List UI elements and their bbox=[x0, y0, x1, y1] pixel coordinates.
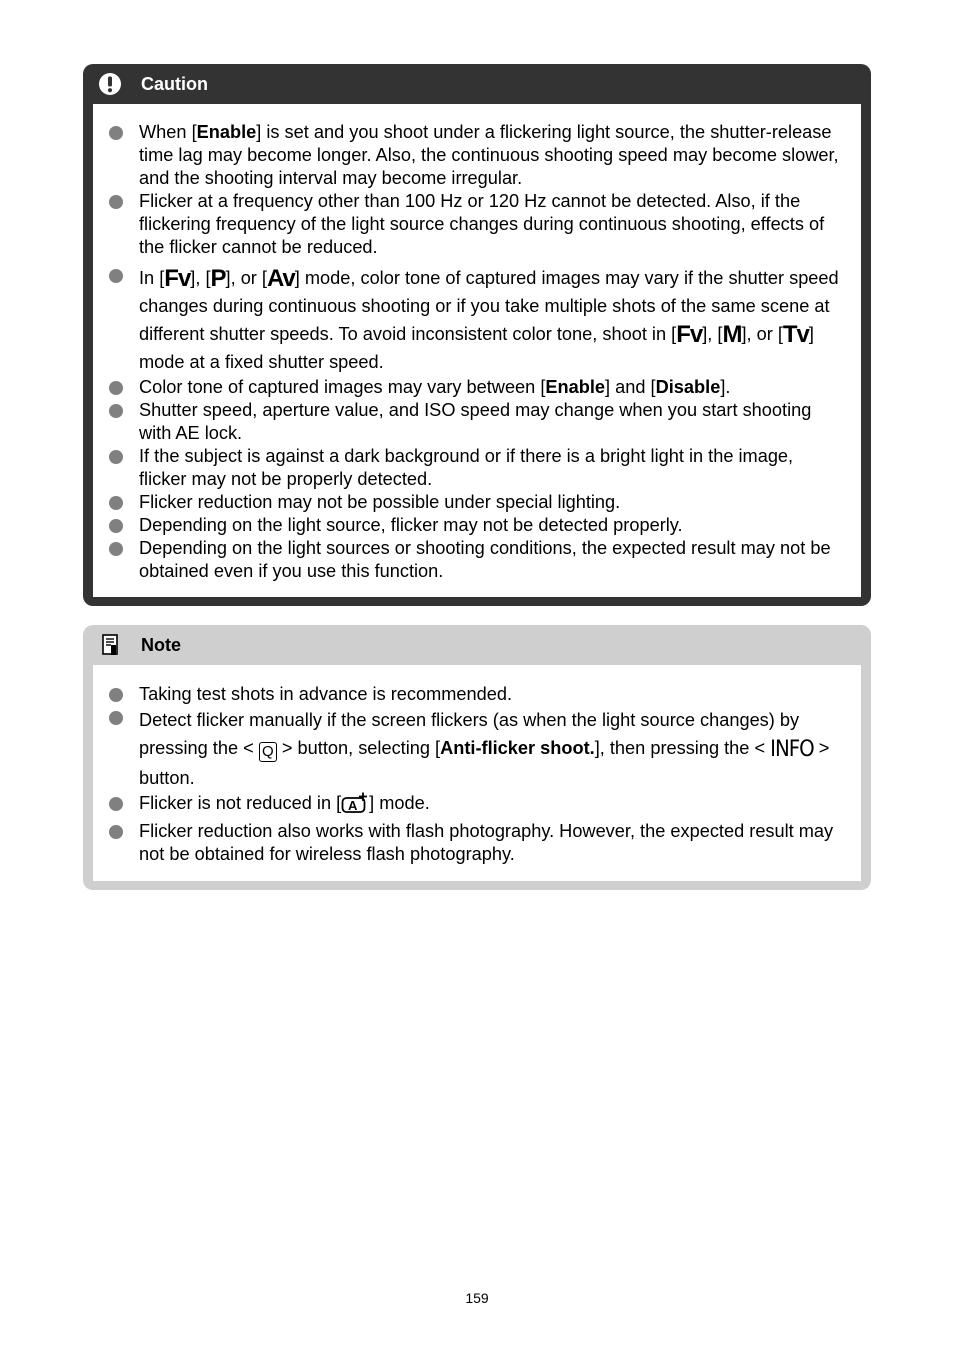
note-list bbox=[101, 683, 843, 866]
mode-fv-icon: Fv bbox=[676, 321, 703, 348]
info-button-icon: INFO bbox=[770, 737, 814, 762]
list-item: Depending on the light source, flicker may not be detected properly. bbox=[101, 514, 843, 537]
note-body bbox=[93, 665, 861, 881]
caution-icon bbox=[97, 71, 123, 97]
mode-fv-icon: Fv bbox=[164, 265, 191, 292]
svg-text:A: A bbox=[348, 798, 358, 813]
list-item: Flicker reduction may not be possible under special lighting. bbox=[101, 491, 843, 514]
q-button-icon: Q bbox=[259, 742, 277, 762]
list-item: Depending on the light sources or shooting conditions, the expected result may not be obtained even if you use this function. bbox=[101, 537, 843, 583]
note-title: Note bbox=[141, 634, 181, 655]
list-item: If the subject is against a dark background or if there is a bright light in the image, flicker may not be properly detected. bbox=[101, 445, 843, 491]
list-item: Taking test shots in advance is recommended. bbox=[101, 683, 843, 706]
list-item: In [Fv], [P], or [Av] mode, color tone of captured images may vary if the shutter speed changes during continuous shooting or if you take multiple shots of the same scene at different shutter speeds. To avoid inconsistent color tone, shoot in [Fv], [M], or [Tv] mode at a fixed shutter speed. bbox=[101, 264, 843, 376]
caution-box bbox=[83, 64, 871, 606]
list-item: Color tone of captured images may vary between [Enable] and [Disable]. bbox=[101, 376, 843, 399]
list-item: Detect flicker manually if the screen flickers (as when the light source changes) by pressing the < Q > button, selecting [Anti-flicker shoot.], then pressing the < INFO > button. bbox=[101, 706, 843, 792]
caution-title: Caution bbox=[141, 73, 208, 94]
list-item: Flicker is not reduced in [ A ] mode. bbox=[101, 792, 843, 820]
note-box bbox=[83, 625, 871, 890]
list-item: Flicker reduction also works with flash photography. However, the expected result may not be obtained for wireless flash photography. bbox=[101, 820, 843, 866]
list-item: When [Enable] is set and you shoot under a flickering light source, the shutter-release time lag may become longer. Also, the continuous shooting speed may become slower, and the shooting interval may become irregular. bbox=[101, 121, 843, 190]
note-header bbox=[83, 625, 871, 665]
note-icon bbox=[97, 632, 123, 658]
page-number: 159 bbox=[465, 1290, 489, 1306]
scene-intelligent-auto-icon bbox=[341, 792, 369, 820]
mode-p-icon: P bbox=[210, 265, 226, 292]
caution-body bbox=[93, 104, 861, 597]
list-item: Shutter speed, aperture value, and ISO speed may change when you start shooting with AE lock. bbox=[101, 399, 843, 445]
mode-tv-icon: Tv bbox=[782, 321, 809, 348]
mode-m-icon: M bbox=[722, 321, 742, 348]
caution-header bbox=[83, 64, 871, 104]
mode-av-icon: Av bbox=[266, 265, 295, 292]
list-item: Flicker at a frequency other than 100 Hz or 120 Hz cannot be detected. Also, if the flickering frequency of the light source changes during continuous shooting, effects of the flicker cannot be reduced. bbox=[101, 190, 843, 259]
caution-list bbox=[101, 121, 843, 583]
